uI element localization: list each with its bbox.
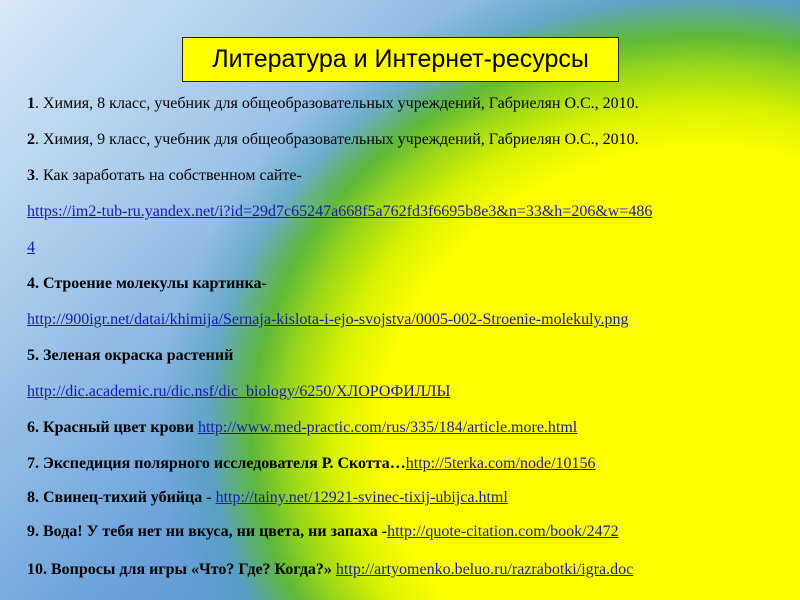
item-text: . Зеленая окраска растений	[35, 347, 234, 364]
item-number: 1	[27, 95, 35, 112]
list-item-7	[27, 454, 596, 474]
list-item-4	[27, 274, 267, 294]
item-text: . Красный цвет крови	[35, 419, 198, 436]
list-item-4-link-line	[27, 310, 629, 330]
item-link[interactable]: http://900igr.net/datai/khimija/Sernaja-kislota-i-ejo-svojstva/0005-002-Stroenie-molekuly.png	[27, 311, 629, 328]
item-number: 4	[27, 275, 35, 292]
item-number: 9	[27, 523, 35, 540]
list-item-6	[27, 418, 577, 438]
item-text: . Как заработать на собственном сайте-	[35, 167, 302, 184]
item-text: . Химия, 9 класс, учебник для общеобразовательных учреждений, Габриелян О.С., 2010.	[35, 131, 639, 148]
list-item-10	[27, 560, 633, 580]
item-number: 6	[27, 419, 35, 436]
item-link[interactable]: http://artyomenko.beluo.ru/razrabotki/igra.doc	[335, 561, 634, 578]
list-item-3	[27, 166, 302, 186]
item-link[interactable]: http://quote-citation.com/book/2472	[387, 523, 619, 540]
item-link[interactable]: http://dic.academic.ru/dic.nsf/dic_biology/6250/ХЛОРОФИЛЛЫ	[27, 383, 451, 400]
item-text: . Строение молекулы картинка-	[35, 275, 267, 292]
item-link[interactable]: http://tainy.net/12921-svinec-tixij-ubijca.html	[215, 489, 508, 506]
item-link[interactable]: http://5terka.com/node/10156	[405, 455, 596, 472]
slide-title: Литература и Интернет-ресурсы	[182, 37, 619, 82]
item-number: 2	[27, 131, 35, 148]
list-item-1	[27, 94, 639, 114]
list-item-3-link-cont	[27, 238, 35, 258]
item-number: 8	[27, 489, 35, 506]
item-number: 7	[27, 455, 35, 472]
item-text: . Свинец-тихий убийца -	[35, 489, 216, 506]
item-number: 10	[27, 561, 43, 578]
item-text: . Химия, 8 класс, учебник для общеобразовательных учреждений, Габриелян О.С., 2010.	[35, 95, 639, 112]
item-number: 5	[27, 347, 35, 364]
list-item-8	[27, 488, 508, 508]
item-text: . Вода! У тебя нет ни вкуса, ни цвета, ни запаха -	[35, 523, 388, 540]
list-item-9	[27, 522, 619, 542]
list-item-2	[27, 130, 639, 150]
item-text: . Вопросы для игры «Что? Где? Когда?»	[43, 561, 336, 578]
item-link-continuation[interactable]: 4	[27, 239, 35, 256]
list-item-5-link-line	[27, 382, 450, 402]
item-text: . Экспедиция полярного исследователя Р. Скотта…	[35, 455, 406, 472]
list-item-3-link-line	[27, 202, 652, 222]
list-item-5	[27, 346, 233, 366]
item-number: 3	[27, 167, 35, 184]
item-link[interactable]: http://www.med-practic.com/rus/335/184/article.more.html	[197, 419, 578, 436]
item-link[interactable]: https://im2-tub-ru.yandex.net/i?id=29d7c65247a668f5a762fd3f6695b8e3&n=33&h=206&w=486	[27, 203, 653, 220]
